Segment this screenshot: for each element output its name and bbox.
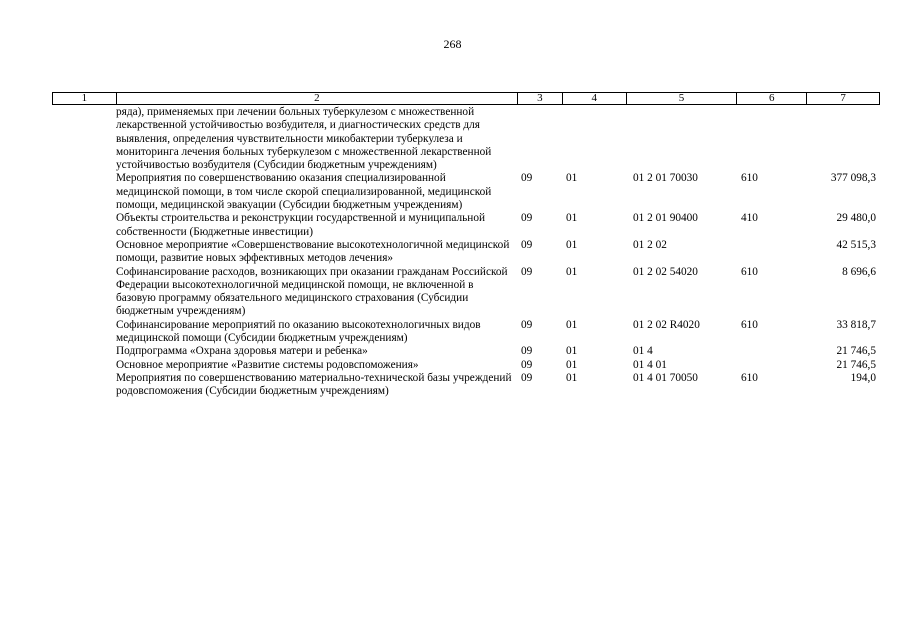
row-amount: 8 696,6	[842, 265, 876, 278]
table-row	[52, 359, 880, 372]
row-name: Мероприятия по совершенствованию оказания специализированной медицинской помощи, в том числе скорой специализированной, медицинской помощи, медицинской эвакуации (Субсидии бюджетным учреждениям)	[116, 172, 492, 212]
page-number: 268	[443, 37, 462, 51]
row-amount: 33 818,7	[836, 318, 876, 331]
table-row	[52, 266, 880, 319]
row-expense-type: 610	[741, 371, 758, 384]
row-subsection: 01	[566, 345, 578, 358]
row-section: 09	[521, 238, 533, 251]
row-subsection: 01	[566, 238, 578, 251]
row-subsection: 01	[566, 212, 578, 225]
row-expense-type: 610	[741, 265, 758, 278]
row-target-article: 01 4	[633, 345, 653, 358]
column-header-1: 1	[53, 93, 117, 104]
column-header-3: 3	[518, 93, 563, 104]
row-subsection: 01	[566, 358, 578, 371]
row-amount: 21 746,5	[836, 345, 876, 358]
table-row	[52, 319, 880, 346]
row-name: Подпрограмма «Охрана здоровья матери и ребенка»	[116, 345, 368, 358]
table-header	[52, 92, 880, 105]
row-name: Основное мероприятие «Совершенствование высокотехнологичной медицинской помощи, развитие новых эффективных методов лечения»	[116, 238, 510, 265]
row-expense-type	[738, 106, 808, 172]
row-expense-type	[738, 239, 808, 266]
row-target-article: 01 2 02	[633, 238, 667, 251]
row-expense-type	[738, 345, 808, 358]
row-name: Мероприятия по совершенствованию материально-технической базы учреждений родовспоможения (Субсидии бюджетным учреждениям)	[116, 371, 512, 398]
row-section: 09	[521, 371, 533, 384]
row-name: Объекты строительства и реконструкции государственной и муниципальной собственности (Бюджетные инвестиции)	[116, 212, 486, 238]
row-section	[518, 106, 563, 172]
row-expense-type	[738, 359, 808, 372]
row-amount	[808, 106, 880, 172]
table-row	[52, 372, 880, 399]
row-amount: 194,0	[850, 371, 876, 384]
row-target-article: 01 4 01	[633, 358, 667, 371]
row-subsection: 01	[566, 265, 578, 278]
row-section: 09	[521, 172, 533, 185]
row-section: 09	[521, 318, 533, 331]
row-target-article: 01 2 01 90400	[633, 212, 698, 225]
row-amount: 21 746,5	[836, 358, 876, 371]
row-subsection	[563, 106, 627, 172]
row-section: 09	[521, 345, 533, 358]
table-row	[52, 172, 880, 212]
table-body	[52, 106, 880, 399]
row-name: Софинансирование расходов, возникающих при оказании гражданам Российской Федерации высокотехнологичной медицинской помощи, не включенной в базовую программу обязательного медицинского страхования (Субсидии бюджетным учреждениям)	[116, 265, 508, 318]
column-header-7: 7	[840, 92, 846, 104]
row-amount: 377 098,3	[830, 172, 876, 185]
table-row	[52, 345, 880, 358]
column-header-5: 5	[627, 93, 738, 104]
row-subsection: 01	[566, 371, 578, 384]
column-header-2: 2	[117, 93, 518, 104]
row-expense-type: 610	[741, 172, 758, 185]
table-row	[52, 212, 880, 239]
row-subsection: 01	[566, 172, 578, 185]
row-expense-type: 610	[741, 318, 758, 331]
row-amount: 42 515,3	[836, 238, 876, 251]
row-amount: 29 480,0	[836, 212, 876, 225]
row-target-article: 01 2 02 R4020	[633, 318, 700, 331]
table-row	[52, 239, 880, 266]
row-name: Софинансирование мероприятий по оказанию высокотехнологичных видов медицинской помощи (Субсидии бюджетным учреждениям)	[116, 318, 481, 345]
row-expense-type: 410	[741, 212, 758, 225]
row-target-article	[627, 106, 738, 172]
row-target-article: 01 2 02 54020	[633, 265, 698, 278]
row-name: ряда), применяемых при лечении больных туберкулезом с множественной лекарственной устойчивостью возбудителя, и диагностических средств для выявления, определения чувствительности микобактерии туберкулеза и мониторинга лечения больных туберкулезом с множественной лекарственной устойчивостью возбудителя (Субсидии бюджетным учреждениям)	[116, 106, 492, 172]
row-section: 09	[521, 212, 533, 225]
column-header-6: 6	[737, 93, 807, 104]
row-section: 09	[521, 265, 533, 278]
row-section: 09	[521, 358, 533, 371]
table-row	[52, 106, 880, 172]
row-subsection: 01	[566, 318, 578, 331]
column-header-4: 4	[563, 93, 627, 104]
row-target-article: 01 2 01 70030	[633, 172, 698, 185]
row-name: Основное мероприятие «Развитие системы родовспоможения»	[116, 358, 419, 371]
row-target-article: 01 4 01 70050	[633, 371, 698, 384]
